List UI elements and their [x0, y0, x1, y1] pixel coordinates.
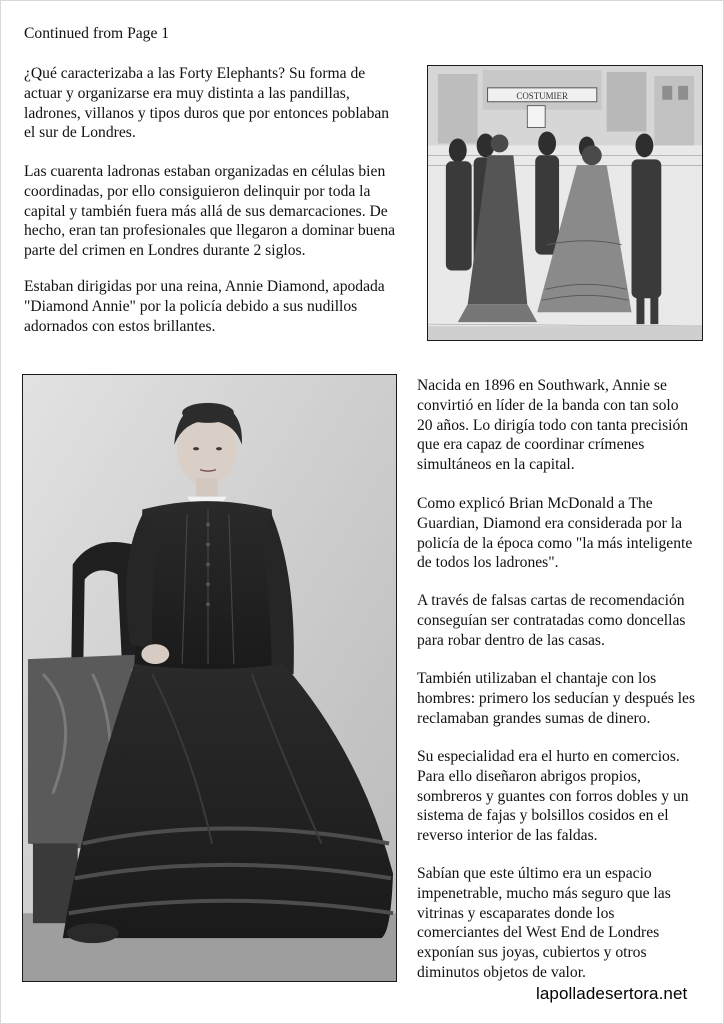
site-watermark: lapolladesertora.net: [536, 984, 688, 1003]
column-paragraph-2: Como explicó Brian McDonald a The Guardian, Diamond era considerada por la policía de la época como "la más inteligente de todos los ladrones".: [417, 495, 693, 572]
column-paragraph-6: Sabían que este último era un espacio impenetrable, mucho más seguro que las vitrinas y escaparates donde los comerciantes del West End de Londres exponían sus joyas, cubiertos y otros diminutos objetos de valor.: [417, 865, 671, 981]
portrait-photo: [22, 374, 397, 982]
shop-sign-text: COSTUMIER: [516, 90, 568, 101]
column-paragraph-5: Su especialidad era el hurto en comercios. Para ello diseñaron abrigos propios, sombreros y guantes con forros dobles y un sistema de fajas y bolsillos cosidos en el reverso interior de las faldas.: [417, 748, 689, 845]
continued-note: Continued from Page 1: [24, 25, 170, 42]
column-paragraph-4: También utilizaban el chantaje con los hombres: primero los seducían y después les reclamaban grandes sumas de dinero.: [417, 670, 696, 727]
portrait-drawing: [23, 375, 396, 981]
intro-paragraph-1: ¿Qué caracterizaba a las Forty Elephants? Su forma de actuar y organizarse era muy distinta a las pandillas, ladrones, villanos y tipos duros que por entonces poblaban el sur de Londres.: [24, 65, 390, 142]
engraving-illustration: [427, 65, 703, 341]
column-paragraph-3: A través de falsas cartas de recomendación conseguían ser contratadas como doncellas para robar dentro de las casas.: [417, 592, 686, 649]
intro-paragraph-3: Estaban dirigidas por una reina, Annie Diamond, apodada "Diamond Annie" por la policía debido a sus nudillos adornados con estos brillantes.: [24, 278, 385, 335]
intro-paragraph-2: Las cuarenta ladronas estaban organizadas en células bien coordinadas, por ello consiguieron delinquir por toda la capital y también fuera más allá de sus demarcaciones. De hecho, eran tan profesionales que llegaron a dominar buena parte del crimen en Londres durante 2 siglos.: [24, 163, 396, 260]
column-paragraph-1: Nacida en 1896 en Southwark, Annie se convirtió en líder de la banda con tan solo 20 años. Lo dirigía todo con tanta precisión que era capaz de coordinar crímenes simultáneos en la capital.: [417, 377, 689, 474]
engraving-drawing: [428, 66, 702, 340]
